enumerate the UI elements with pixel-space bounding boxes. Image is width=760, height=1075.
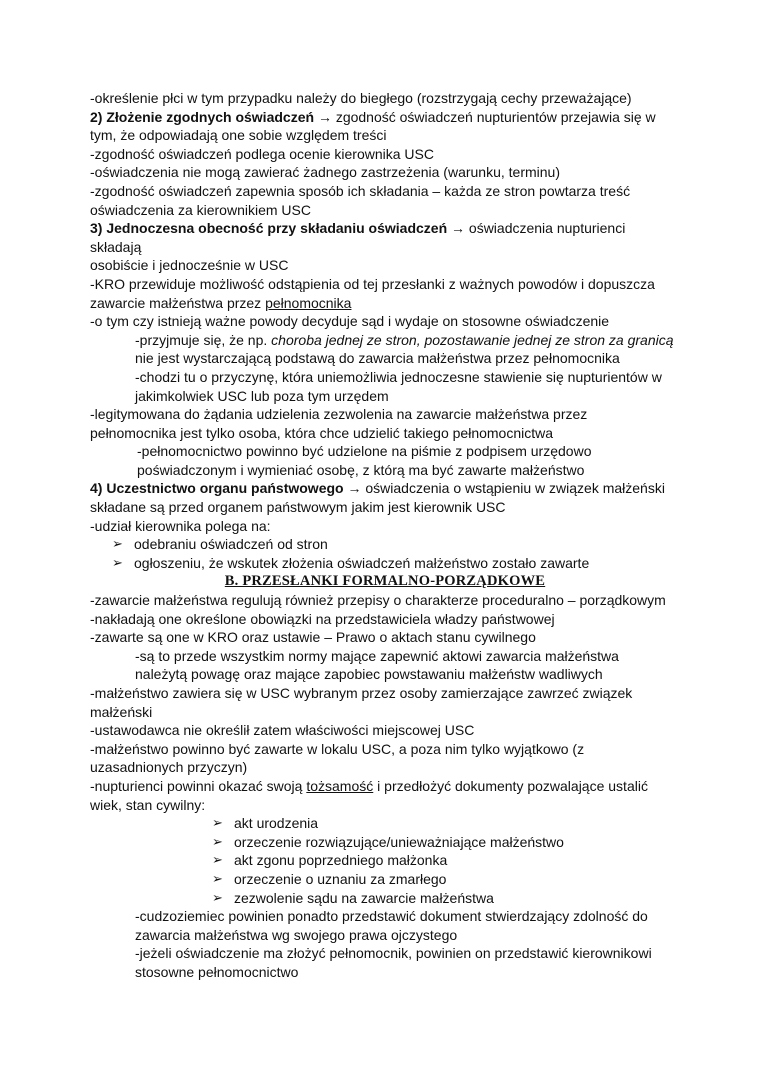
list-item-text: zezwolenie sądu na zawarcie małżeństwa	[234, 889, 494, 906]
list-item-text: odebraniu oświadczeń od stron	[134, 536, 328, 553]
bullet-arrow-icon: ➢	[212, 815, 223, 831]
bullet-arrow-icon: ➢	[212, 870, 223, 886]
list-item	[90, 554, 680, 573]
list-item	[90, 851, 680, 870]
text-line: -cudzoziemiec powinien ponadto przedstawić dokument stwierdzający zdolność do	[135, 908, 648, 925]
italic-text: choroba jednej ze stron, pozostawanie jednej ze stron za granicą	[271, 331, 674, 348]
text-line: uzasadnionych przyczyn)	[90, 759, 248, 776]
text-line: -legitymowana do żądania udzielenia zezwolenia na zawarcie małżeństwa przez	[90, 406, 588, 423]
text-line	[90, 777, 680, 796]
text-line: wiek, stan cywilny:	[90, 796, 206, 813]
text-line: należytą powagę oraz mające zapobiec powstawaniu małżeństw wadliwych	[135, 666, 603, 683]
document-body	[90, 89, 680, 982]
text-line: stosowne pełnomocnictwo	[135, 963, 299, 980]
text-line: poświadczonym i wymieniać osobę, z którą ma być zawarte małżeństwo	[137, 461, 585, 478]
text-line: -KRO przewiduje możliwość odstąpienia od tej przesłanki z ważnych powodów i dopuszcza	[90, 275, 655, 292]
text-line: -zawarte są one w KRO oraz ustawie – Prawo o aktach stanu cywilnego	[90, 629, 536, 646]
text-line: nie jest wystarczającą podstawą do zawarcia małżeństwa przez pełnomocnika	[135, 350, 620, 367]
arrow-icon: →	[451, 220, 466, 237]
text-line: tym, że odpowiadają one sobie względem treści	[90, 127, 387, 144]
list-item	[90, 814, 680, 833]
text-line: jakimkolwiek USC lub poza tym urzędem	[135, 387, 389, 404]
text-span: zgodność oświadczeń nupturientów przejawia się w	[335, 108, 656, 125]
list-item	[90, 870, 680, 889]
text-line: osobiście i jednocześnie w USC	[90, 257, 289, 274]
text-line: -jeżeli oświadczenie ma złożyć pełnomocnik, powinien on przedstawić kierownikowi	[135, 945, 652, 962]
bullet-arrow-icon: ➢	[112, 554, 123, 570]
text-line: -małżeństwo zawiera się w USC wybranym przez osoby zamierzające zawrzeć związek	[90, 685, 633, 701]
text-line: -ustawodawca nie określił zatem właściwości miejscowej USC	[90, 722, 475, 739]
subheading-line	[90, 479, 680, 498]
text-line: składane są przed organem państwowym jakim jest kierownik USC	[90, 499, 506, 516]
bullet-arrow-icon: ➢	[112, 536, 123, 552]
text-line: -pełnomocnictwo powinno być udzielone na piśmie z podpisem urzędowo	[137, 443, 592, 460]
text-line: -oświadczenia nie mogą zawierać żadnego zastrzeżenia (warunku, terminu)	[90, 164, 561, 181]
subheading: 4) Uczestnictwo organu państwowego	[90, 480, 344, 497]
text-span: -przyjmuje się, że np.	[135, 331, 272, 348]
text-line: zawarcia małżeństwa wg swojego prawa ojczystego	[135, 926, 458, 943]
text-line: pełnomocnika jest tylko osoba, która chce udzielić takiego pełnomocnictwa	[90, 424, 554, 441]
subheading: 2) Złożenie zgodnych oświadczeń	[90, 108, 315, 125]
text-span: i przedłożyć dokumenty pozwalające ustalić	[373, 777, 648, 794]
section-heading: B. PRZESŁANKI FORMALNO-PORZĄDKOWE	[224, 573, 546, 590]
bullet-arrow-icon: ➢	[212, 852, 223, 868]
list-item-text: akt urodzenia	[234, 815, 319, 832]
list-item	[90, 535, 680, 554]
subheading-line	[90, 108, 680, 127]
text-span: zawarcie małżeństwa przez	[90, 294, 266, 311]
text-line	[90, 294, 680, 313]
text-span: oświadczenia o wstąpieniu w związek małżeński	[365, 480, 665, 497]
underlined-term: tożsamość	[306, 777, 374, 794]
text-line	[90, 331, 680, 350]
subheading-line	[90, 219, 680, 256]
text-line: małżeński	[90, 703, 153, 720]
text-line: -zgodność oświadczeń podlega ocenie kierownika USC	[90, 145, 434, 162]
text-line: -są to przede wszystkim normy mające zapewnić aktowi zawarcia małżeństwa	[135, 647, 619, 664]
bullet-arrow-icon: ➢	[212, 833, 223, 849]
text-line: -nakładają one określone obowiązki na przedstawiciela władzy państwowej	[90, 610, 555, 627]
bullet-arrow-icon: ➢	[212, 889, 223, 905]
list-item	[90, 833, 680, 852]
text-span: -nupturienci powinni okazać swoją	[90, 777, 307, 794]
list-item-text: ogłoszeniu, że wskutek złożenia oświadczeń małżeństwo zostało zawarte	[134, 554, 590, 571]
list-item-text: akt zgonu poprzedniego małżonka	[234, 852, 448, 869]
subheading: 3) Jednoczesna obecność przy składaniu oświadczeń	[90, 220, 448, 237]
list-item-text: orzeczenie rozwiązujące/unieważniające małżeństwo	[234, 833, 564, 850]
text-line: -o tym czy istnieją ważne powody decyduje sąd i wydaje on stosowne oświadczenie	[90, 313, 610, 330]
text-line: -zawarcie małżeństwa regulują również przepisy o charakterze proceduralno – porządkowym	[90, 592, 666, 609]
text-line: -określenie płci w tym przypadku należy do biegłego (rozstrzygają cechy przeważające)	[90, 90, 632, 106]
list-item	[90, 889, 680, 908]
arrow-icon: →	[317, 108, 332, 125]
text-line: oświadczenia za kierownikiem USC	[90, 201, 311, 218]
text-line: -udział kierownika polega na:	[90, 517, 271, 534]
text-line: -małżeństwo powinno być zawarte w lokalu USC, a poza nim tylko wyjątkowo (z	[90, 740, 585, 757]
text-span: oświadczenia nupturienci składają	[90, 220, 626, 255]
text-line: -zgodność oświadczeń zapewnia sposób ich składania – każda ze stron powtarza treść	[90, 182, 631, 199]
text-line: -chodzi tu o przyczynę, która uniemożliwia jednoczesne stawienie się nupturientów w	[135, 368, 662, 385]
list-item-text: orzeczenie o uznaniu za zmarłego	[234, 870, 447, 887]
arrow-icon: →	[347, 480, 362, 497]
underlined-term: pełnomocnika	[265, 294, 352, 311]
